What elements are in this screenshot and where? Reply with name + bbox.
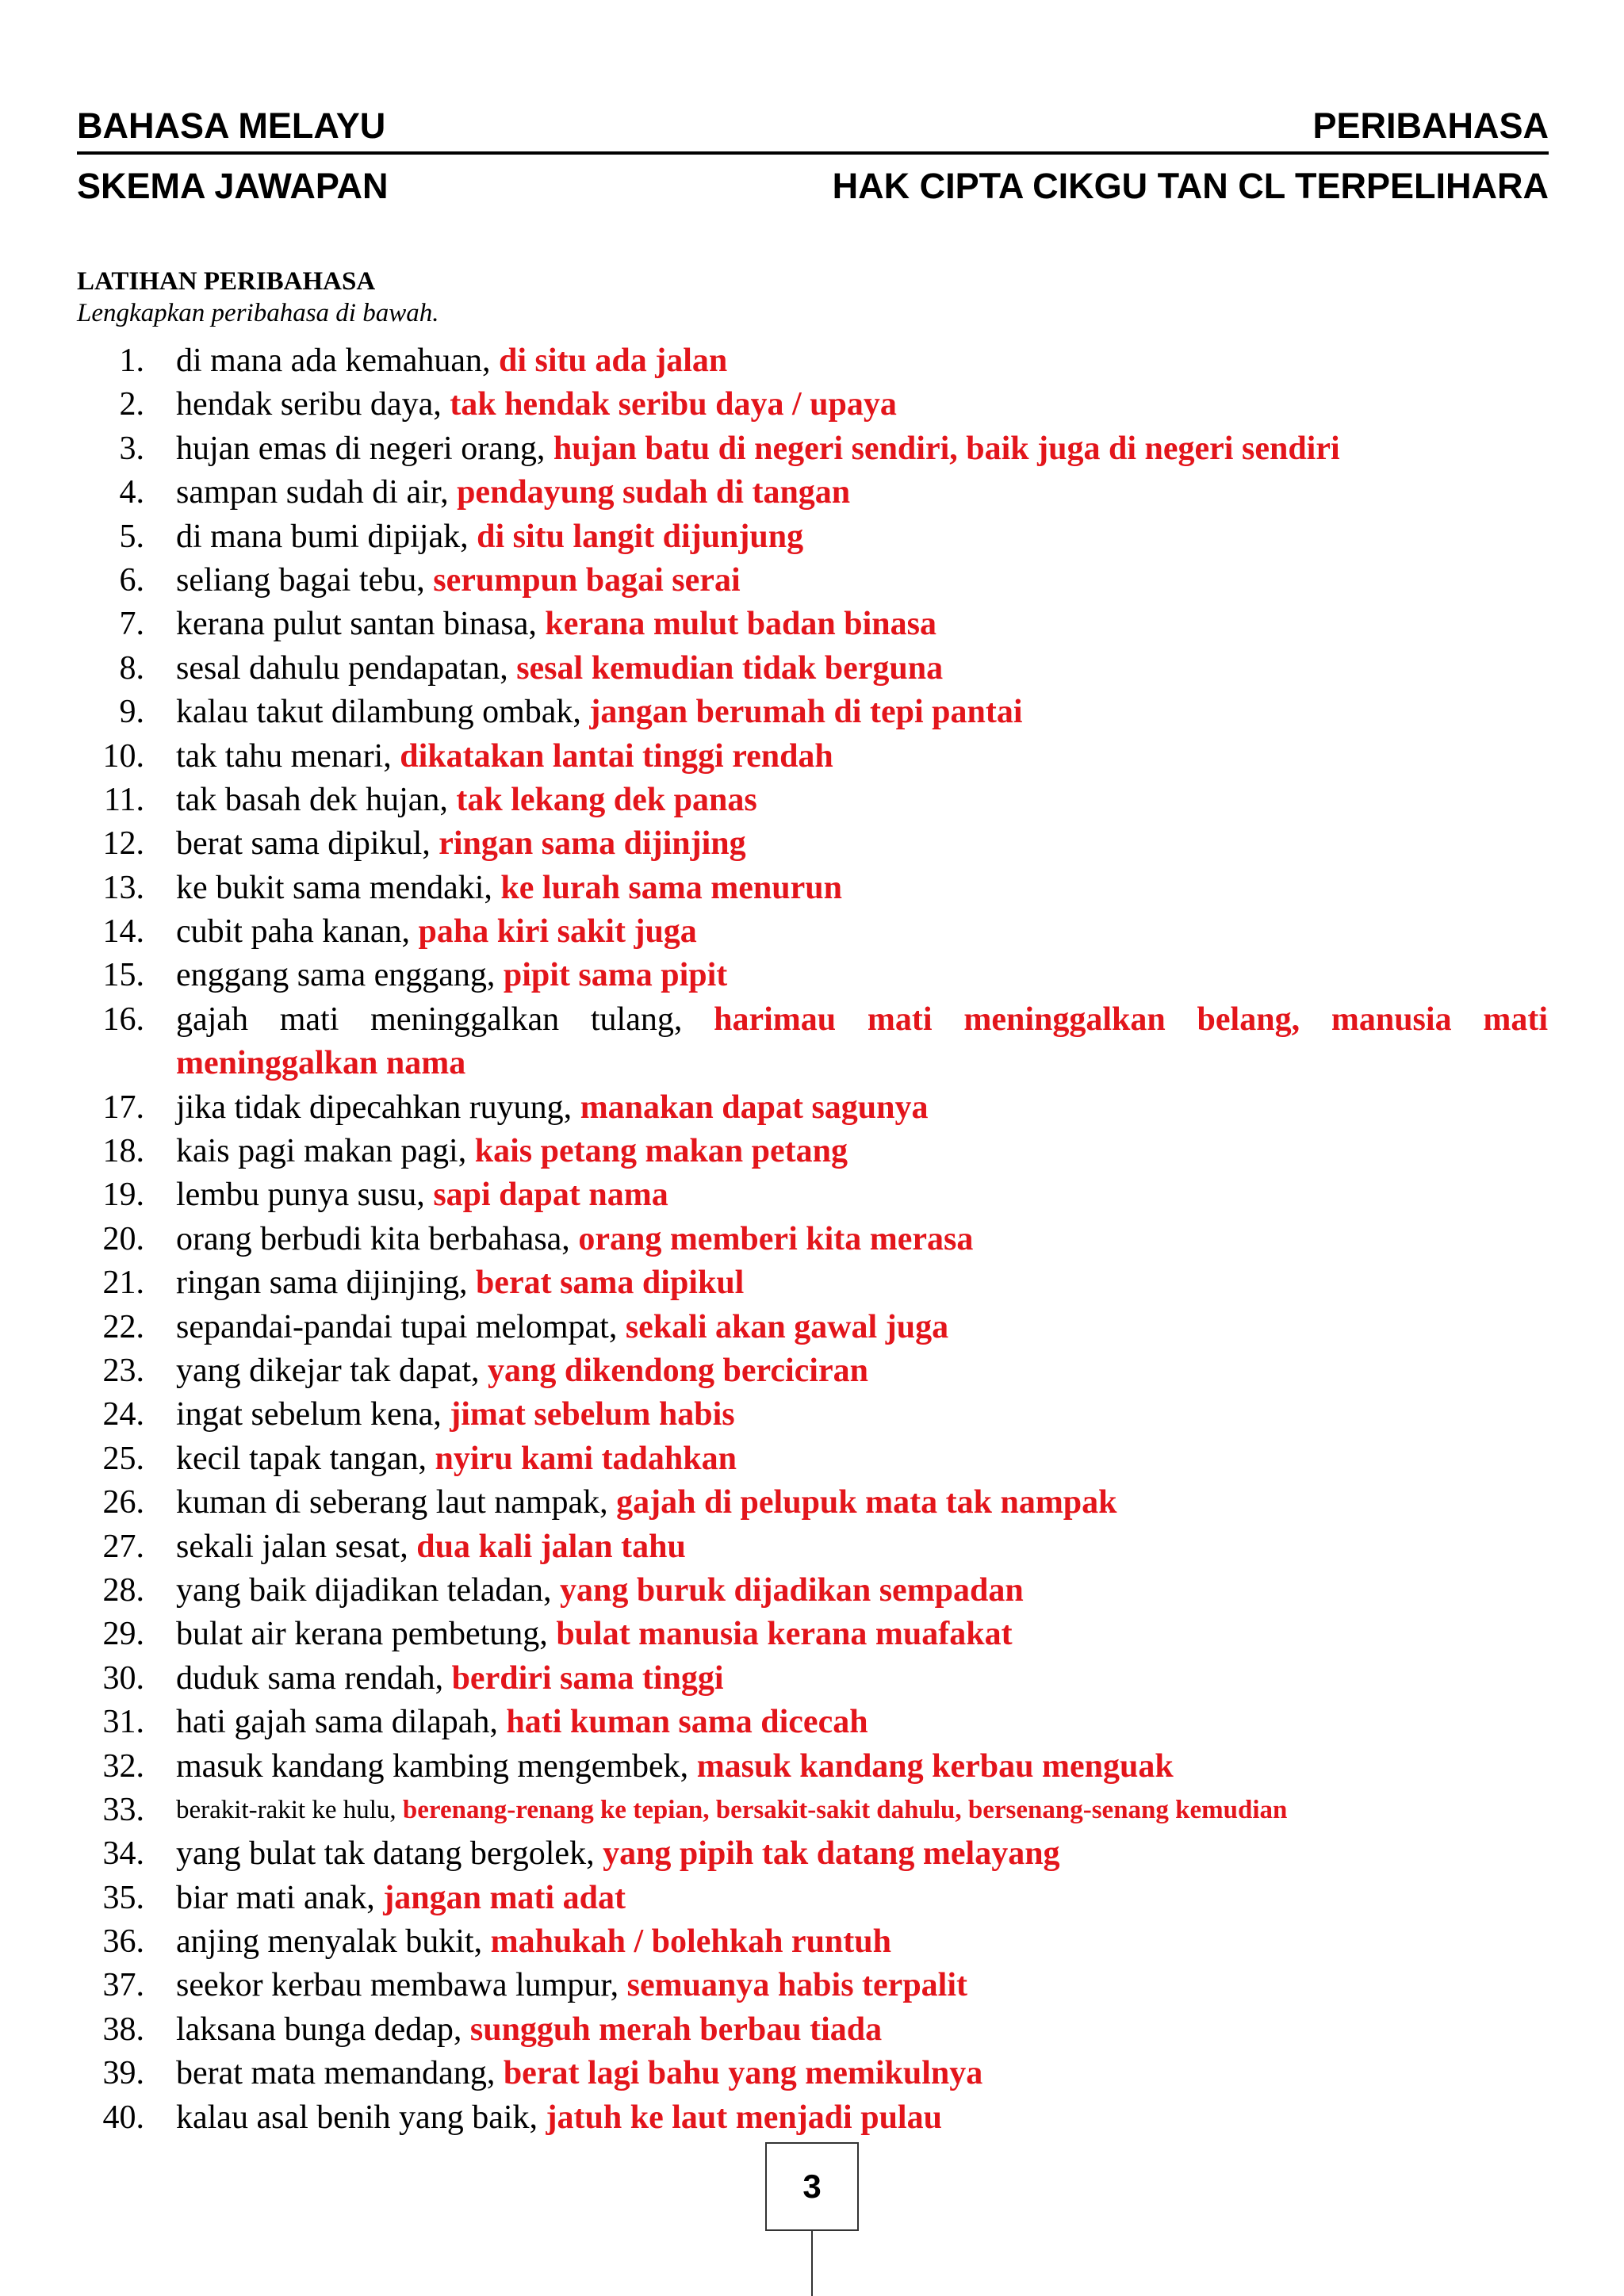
proverb-answer: yang buruk dijadikan sempadan [560, 1571, 1024, 1609]
list-item [0, 1218, 1624, 1261]
item-text [176, 1481, 1548, 1525]
list-item [0, 1437, 1624, 1481]
proverb-list [0, 339, 1624, 2140]
list-item [0, 1569, 1624, 1613]
list-item [0, 2052, 1624, 2095]
list-item [0, 339, 1624, 383]
item-text [176, 954, 1548, 997]
header-row-top [77, 105, 1549, 147]
proverb-answer: semuanya habis terpalit [626, 1967, 967, 2004]
proverb-prompt: kerana pulut santan binasa, [176, 606, 537, 643]
proverb-prompt: di mana ada kemahuan, [176, 342, 491, 379]
item-number: 19. [102, 1177, 144, 1214]
topic-title: PERIBAHASA [1312, 105, 1549, 146]
item-text [176, 1964, 1548, 2007]
item-text [176, 1393, 1548, 1437]
proverb-answer: serumpun bagai serai [433, 561, 741, 599]
proverb-prompt: cubit paha kanan, [176, 913, 411, 951]
header-row-bottom [77, 168, 1549, 208]
section-title: LATIHAN PERIBAHASA [77, 267, 376, 296]
proverb-answer: paha kiri sakit juga [418, 913, 697, 951]
proverb-answer: gajah di pelupuk mata tak nampak [616, 1484, 1117, 1521]
proverb-answer: sungguh merah berbau tiada [469, 2011, 883, 2048]
item-number: 30. [102, 1659, 144, 1697]
item-text [176, 1569, 1548, 1613]
list-item [0, 1086, 1624, 1130]
proverb-prompt: kuman di seberang laut nampak, [176, 1484, 608, 1521]
item-text [176, 1306, 1548, 1349]
item-number: 13. [102, 869, 144, 906]
proverb-prompt: sesal dahulu pendapatan, [176, 649, 508, 687]
item-text [176, 1789, 1548, 1832]
proverb-answer: yang dikendong berciciran [488, 1353, 868, 1389]
item-text [176, 339, 1548, 383]
item-text [176, 515, 1548, 559]
list-item [0, 779, 1624, 822]
item-number: 12. [102, 825, 144, 863]
proverb-answer: tak hendak seribu daya / upaya [450, 386, 897, 423]
item-number: 39. [102, 2055, 144, 2092]
item-text [176, 691, 1548, 734]
item-number: 10. [102, 737, 144, 775]
proverb-prompt: kalau takut dilambung ombak, [176, 694, 581, 731]
item-text [176, 383, 1548, 427]
item-number: 7. [119, 606, 144, 643]
item-number: 11. [104, 781, 144, 818]
item-text [176, 1130, 1548, 1173]
item-number: 23. [102, 1353, 144, 1389]
item-text [176, 1261, 1548, 1305]
item-text [176, 1086, 1548, 1130]
item-text [176, 2096, 1548, 2140]
list-item [0, 603, 1624, 646]
proverb-answer: jatuh ke laut menjadi pulau [546, 2099, 942, 2136]
item-text [176, 867, 1548, 910]
item-text [176, 1613, 1548, 1656]
item-number: 29. [102, 1616, 144, 1653]
item-number: 24. [102, 1396, 144, 1433]
proverb-prompt: seliang bagai tebu, [176, 561, 425, 599]
item-text [176, 1701, 1548, 1744]
item-number: 18. [102, 1133, 144, 1170]
item-number: 32. [102, 1747, 144, 1785]
proverb-prompt: berat mata memandang, [176, 2055, 496, 2092]
proverb-answer: berat lagi bahu yang memikulnya [503, 2055, 983, 2092]
list-item [0, 691, 1624, 734]
list-item [0, 1745, 1624, 1789]
list-item [0, 1832, 1624, 1876]
item-text [176, 647, 1548, 691]
item-number: 6. [119, 561, 144, 599]
item-text [176, 2052, 1548, 2095]
item-text [176, 559, 1548, 603]
proverb-prompt: yang baik dijadikan teladan, [176, 1571, 552, 1609]
list-item [0, 1701, 1624, 1744]
proverb-answer: yang pipih tak datang melayang [603, 1835, 1060, 1873]
proverb-prompt: bulat air kerana pembetung, [176, 1616, 548, 1653]
list-item [0, 735, 1624, 779]
item-number: 21. [102, 1265, 144, 1302]
proverb-answer: sapi dapat nama [433, 1177, 668, 1214]
list-item [0, 2008, 1624, 2052]
proverb-answer: berat sama dipikul [475, 1265, 745, 1302]
item-number: 35. [102, 1879, 144, 1916]
item-number: 37. [102, 1967, 144, 2004]
list-item [0, 1261, 1624, 1305]
proverb-answer: pendayung sudah di tangan [457, 474, 851, 511]
proverb-prompt: anjing menyalak bukit, [176, 1923, 483, 1961]
proverb-prompt: ringan sama dijinjing, [176, 1265, 468, 1302]
list-item [0, 867, 1624, 910]
proverb-prompt: seekor kerbau membawa lumpur, [176, 1967, 619, 2004]
item-text [176, 603, 1548, 646]
list-item [0, 1349, 1624, 1393]
item-number: 36. [102, 1923, 144, 1961]
list-item [0, 1920, 1624, 1964]
subject-title: BAHASA MELAYU [77, 105, 386, 146]
item-number: 40. [102, 2099, 144, 2136]
proverb-answer: jimat sebelum habis [450, 1396, 735, 1433]
page-number: 3 [765, 2142, 859, 2231]
document-type: SKEMA JAWAPAN [77, 166, 389, 206]
item-text [176, 1920, 1548, 1964]
item-number: 26. [102, 1484, 144, 1521]
item-text [176, 735, 1548, 779]
proverb-prompt: gajah mati meninggalkan tulang, [176, 1001, 683, 1038]
proverb-prompt: jika tidak dipecahkan ruyung, [176, 1089, 573, 1126]
proverb-prompt: ingat sebelum kena, [176, 1396, 442, 1433]
list-item [0, 1173, 1624, 1217]
proverb-answer: hujan batu di negeri sendiri, baik juga di negeri sendiri [553, 430, 1340, 467]
list-item [0, 822, 1624, 866]
item-text [176, 1745, 1548, 1789]
item-text [176, 779, 1548, 822]
header-divider [77, 151, 1549, 155]
proverb-prompt: lembu punya susu, [176, 1177, 425, 1214]
item-number: 27. [102, 1528, 144, 1565]
proverb-answer: mahukah / bolehkah runtuh [490, 1923, 891, 1961]
item-text [176, 1657, 1548, 1701]
proverb-answer: orang memberi kita merasa [578, 1220, 974, 1257]
item-number: 17. [102, 1089, 144, 1126]
item-text [176, 2008, 1548, 2052]
proverb-prompt: laksana bunga dedap, [176, 2011, 462, 2048]
proverb-prompt: masuk kandang kambing mengembek, [176, 1747, 689, 1785]
item-number: 4. [119, 474, 144, 511]
proverb-prompt: hujan emas di negeri orang, [176, 430, 546, 467]
proverb-prompt: di mana bumi dipijak, [176, 518, 469, 555]
proverb-answer: di situ langit dijunjung [477, 518, 804, 555]
item-number: 1. [119, 342, 144, 379]
proverb-answer: bulat manusia kerana muafakat [556, 1616, 1013, 1653]
item-number: 22. [102, 1308, 144, 1345]
proverb-answer: dua kali jalan tahu [416, 1528, 686, 1565]
list-item [0, 515, 1624, 559]
item-number: 34. [102, 1835, 144, 1873]
proverb-prompt: ke bukit sama mendaki, [176, 869, 492, 906]
item-number: 2. [119, 386, 144, 423]
item-text [176, 427, 1548, 471]
item-text [176, 1349, 1548, 1393]
item-number: 25. [102, 1440, 144, 1477]
proverb-prompt: hendak seribu daya, [176, 386, 442, 423]
proverb-prompt: sepandai-pandai tupai melompat, [176, 1308, 618, 1345]
list-item [0, 647, 1624, 691]
item-number: 15. [102, 957, 144, 994]
item-number: 5. [119, 518, 144, 555]
proverb-answer: di situ ada jalan [499, 342, 728, 379]
list-item [0, 471, 1624, 515]
item-text [176, 910, 1548, 954]
list-item [0, 2096, 1624, 2140]
proverb-answer: kerana mulut badan binasa [545, 606, 937, 643]
item-text [176, 1525, 1548, 1569]
copyright-notice: HAK CIPTA CIKGU TAN CL TERPELIHARA [832, 166, 1549, 206]
item-number: 8. [119, 649, 144, 687]
item-text [176, 1877, 1548, 1920]
proverb-answer: dikatakan lantai tinggi rendah [400, 737, 833, 775]
list-item [0, 1613, 1624, 1656]
proverb-prompt: tak tahu menari, [176, 737, 392, 775]
proverb-answer: masuk kandang kerbau menguak [696, 1747, 1174, 1785]
list-item [0, 1481, 1624, 1525]
proverb-answer: hati kuman sama dicecah [506, 1704, 868, 1741]
proverb-answer: pipit sama pipit [503, 957, 728, 994]
list-item [0, 1306, 1624, 1349]
item-text [176, 1437, 1548, 1481]
proverb-answer: berdiri sama tinggi [451, 1659, 724, 1697]
list-item [0, 383, 1624, 427]
proverb-prompt: orang berbudi kita berbahasa, [176, 1220, 570, 1257]
list-item [0, 559, 1624, 603]
item-number: 31. [102, 1704, 144, 1741]
item-text [176, 1832, 1548, 1876]
proverb-prompt: sekali jalan sesat, [176, 1528, 408, 1565]
list-item [0, 1964, 1624, 2007]
item-number: 20. [102, 1220, 144, 1257]
proverb-prompt: kalau asal benih yang baik, [176, 2099, 538, 2136]
item-number: 28. [102, 1571, 144, 1609]
list-item [0, 910, 1624, 954]
list-item [0, 998, 1624, 1086]
list-item [0, 954, 1624, 997]
item-number: 16. [102, 1001, 144, 1038]
list-item [0, 1789, 1624, 1832]
list-item [0, 1877, 1624, 1920]
list-item [0, 427, 1624, 471]
proverb-answer: jangan berumah di tepi pantai [589, 694, 1023, 731]
item-number: 9. [119, 694, 144, 731]
item-number: 38. [102, 2011, 144, 2048]
proverb-answer: sekali akan gawal juga [625, 1308, 949, 1345]
item-text [176, 1173, 1548, 1217]
proverb-answer: jangan mati adat [383, 1879, 626, 1916]
proverb-prompt: duduk sama rendah, [176, 1659, 444, 1697]
proverb-prompt: hati gajah sama dilapah, [176, 1704, 498, 1741]
proverb-answer: ke lurah sama menurun [500, 869, 842, 906]
proverb-prompt: kecil tapak tangan, [176, 1440, 427, 1477]
item-text [176, 998, 1548, 1086]
proverb-answer: nyiru kami tadahkan [435, 1440, 737, 1477]
proverb-prompt: berakit-rakit ke hulu, [176, 1795, 396, 1824]
proverb-prompt: enggang sama enggang, [176, 957, 496, 994]
item-text [176, 822, 1548, 866]
proverb-answer: ringan sama dijinjing [439, 825, 746, 863]
list-item [0, 1657, 1624, 1701]
proverb-prompt: tak basah dek hujan, [176, 781, 448, 818]
proverb-answer: tak lekang dek panas [456, 781, 757, 818]
proverb-prompt: yang bulat tak datang bergolek, [176, 1835, 595, 1873]
list-item [0, 1525, 1624, 1569]
list-item [0, 1393, 1624, 1437]
item-number: 14. [102, 913, 144, 951]
section-instruction: Lengkapkan peribahasa di bawah. [77, 299, 439, 327]
proverb-prompt: berat sama dipikul, [176, 825, 431, 863]
proverb-answer: harimau mati meninggalkan belang, manusia mati meninggalkan nama [176, 1001, 1548, 1082]
proverb-answer: manakan dapat sagunya [580, 1089, 929, 1126]
proverb-prompt: sampan sudah di air, [176, 474, 449, 511]
proverb-prompt: yang dikejar tak dapat, [176, 1353, 480, 1389]
proverb-prompt: biar mati anak, [176, 1879, 375, 1916]
list-item [0, 1130, 1624, 1173]
proverb-answer: berenang-renang ke tepian, bersakit-sakit dahulu, bersenang-senang kemudian [402, 1795, 1288, 1824]
proverb-prompt: kais pagi makan pagi, [176, 1133, 467, 1170]
proverb-answer: sesal kemudian tidak berguna [516, 649, 944, 687]
page-number-stem [811, 2231, 813, 2296]
item-text [176, 471, 1548, 515]
item-number: 3. [119, 430, 144, 467]
proverb-answer: kais petang makan petang [474, 1133, 848, 1170]
item-text [176, 1218, 1548, 1261]
item-number: 33. [102, 1791, 144, 1828]
